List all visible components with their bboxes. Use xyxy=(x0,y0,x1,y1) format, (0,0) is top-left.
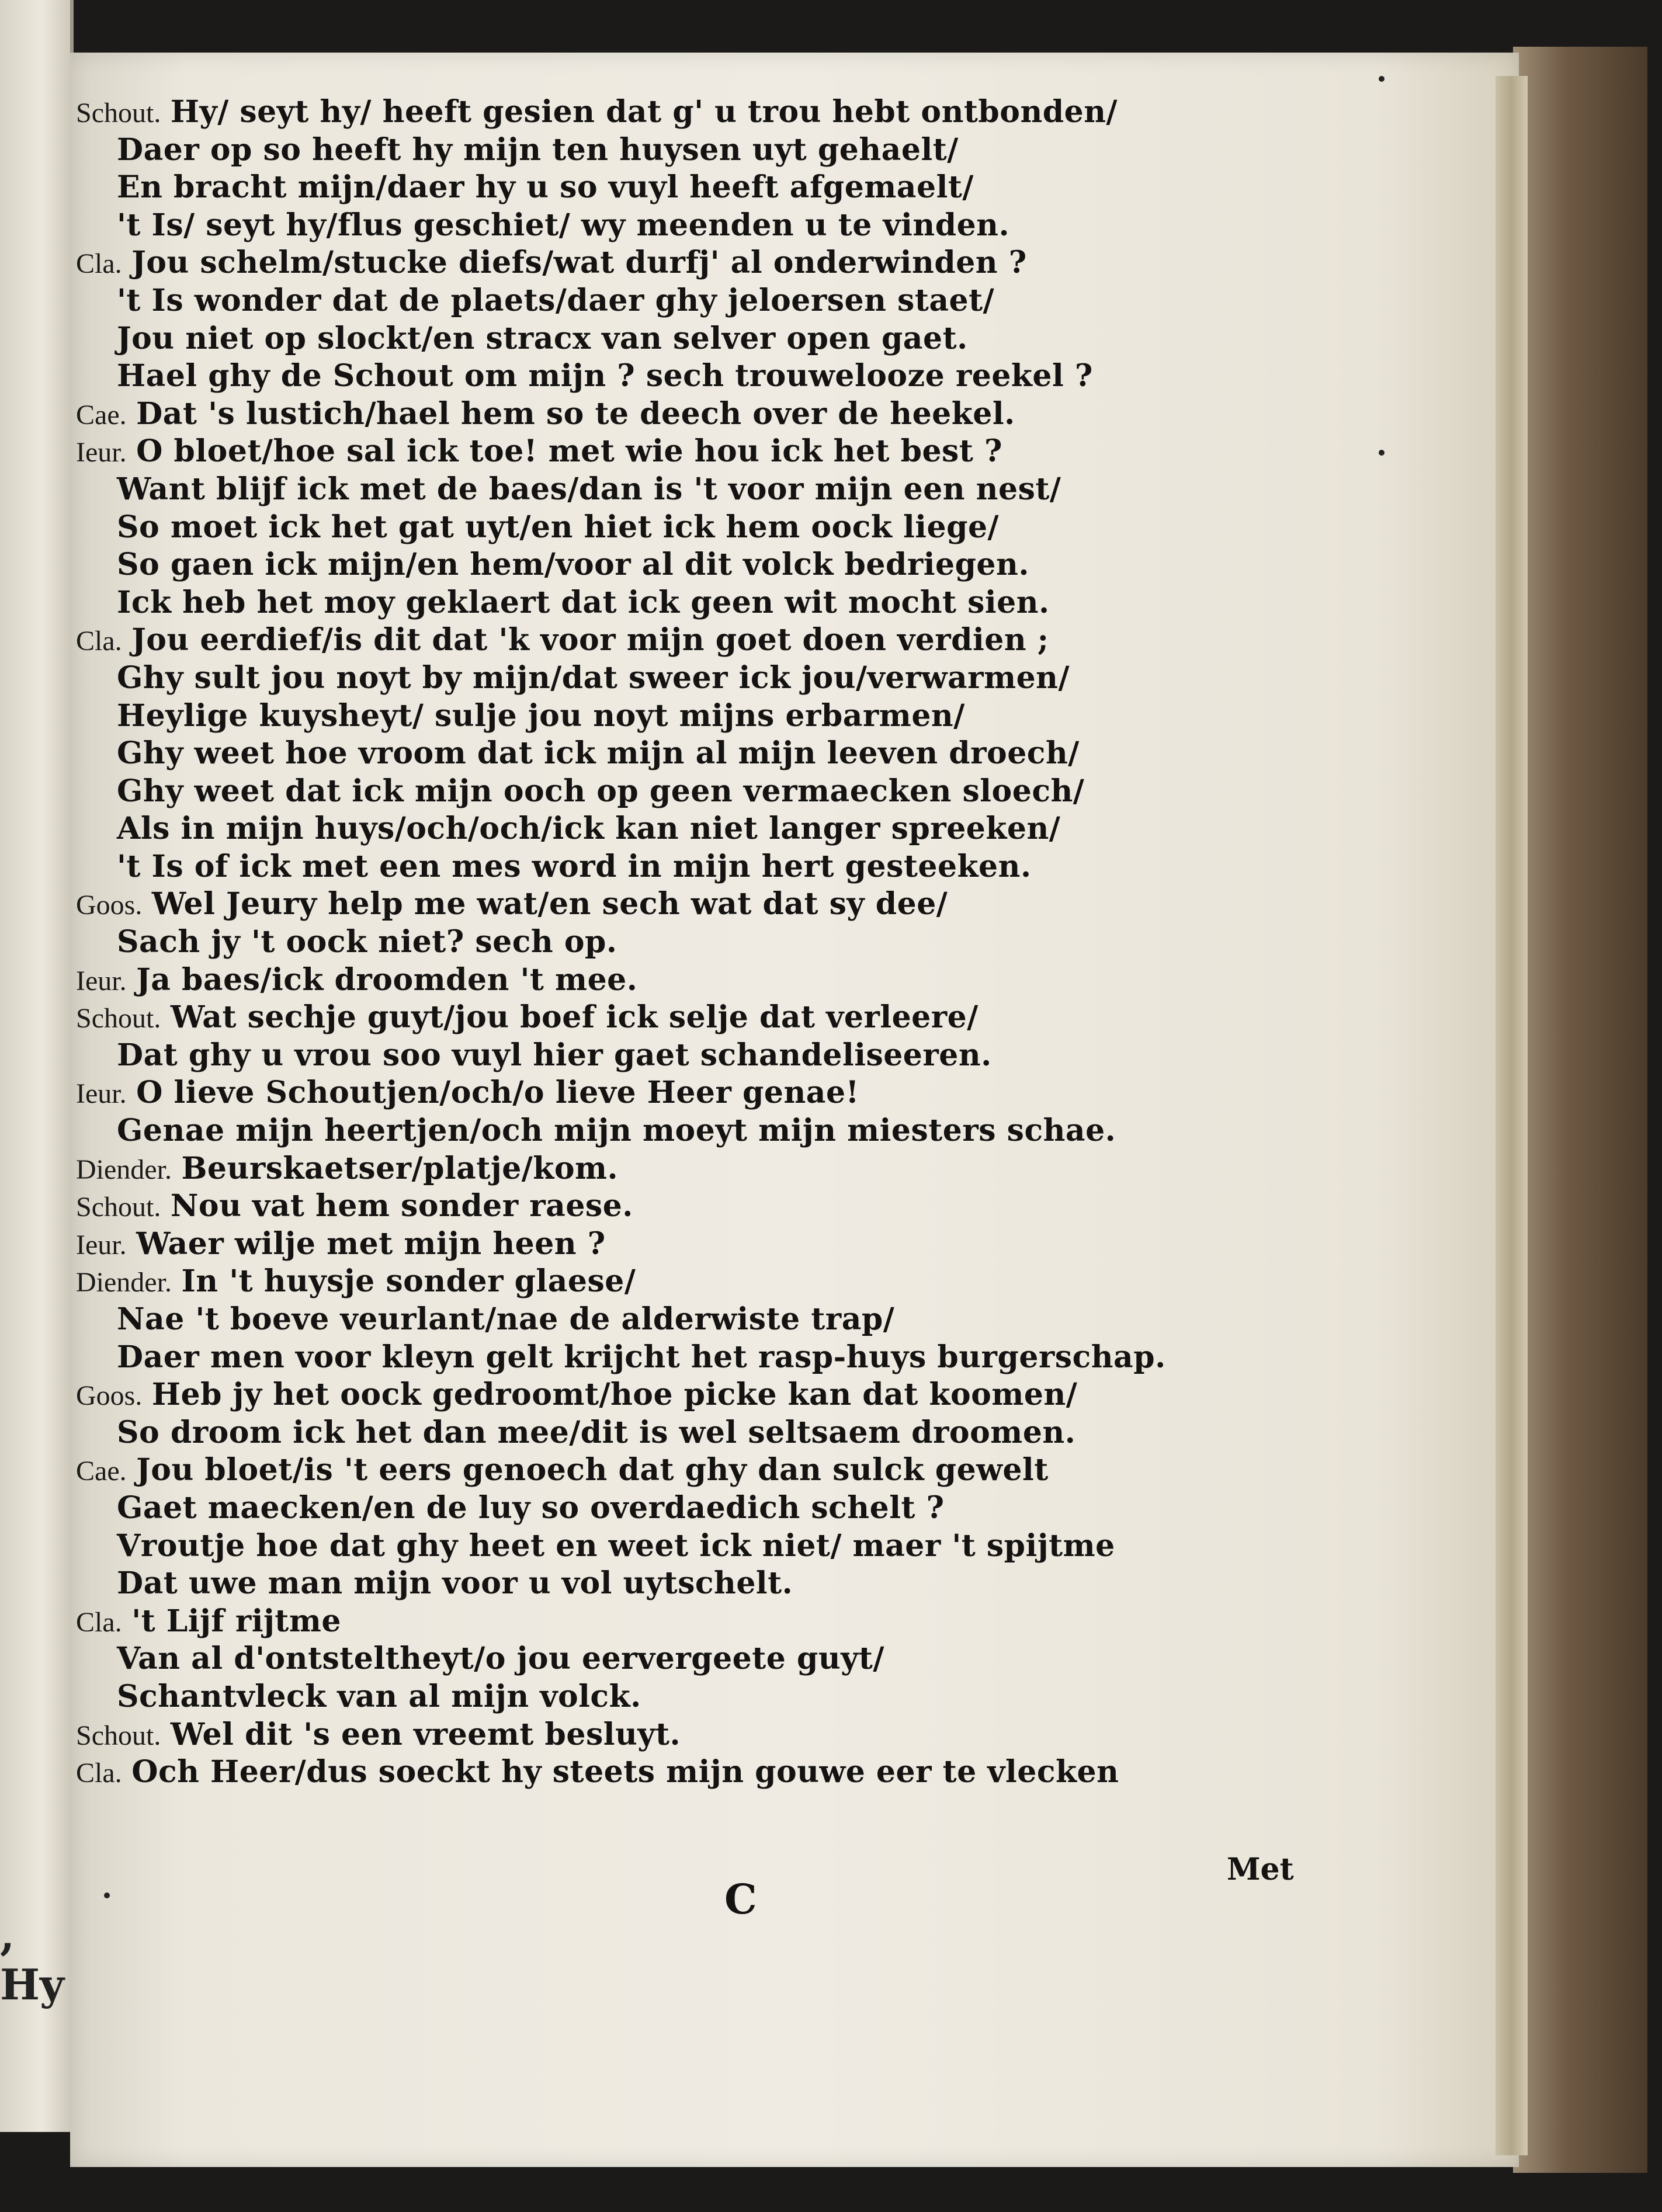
verse-line xyxy=(76,1527,1420,1565)
verse-line xyxy=(76,357,1420,395)
verse-line xyxy=(76,697,1420,735)
catchword: Met xyxy=(1227,1852,1294,1887)
verse-line xyxy=(76,886,1420,923)
verse-text: Waer wilje met mijn heen ? xyxy=(136,1225,606,1262)
verse-text: In 't huysje sonder glaese/ xyxy=(181,1263,636,1300)
verse-text: So gaen ick mijn/en hem/voor al dit volck bedriegen. xyxy=(117,547,1029,583)
verse-line xyxy=(76,735,1420,773)
verse-text: Gaet maecken/en de luy so overdaedich schelt ? xyxy=(117,1489,945,1526)
verse-text: 't Is/ seyt hy/flus geschiet/ wy meenden u te vinden. xyxy=(117,207,1010,243)
speaker-label: Cla. xyxy=(76,1758,122,1789)
speaker-label: Cla. xyxy=(76,248,122,280)
verse-text: Jou eerdief/is dit dat 'k voor mijn goet doen verdien ; xyxy=(131,622,1049,658)
verse-text: Van al d'ontsteltheyt/o jou eervergeete guyt/ xyxy=(117,1641,884,1677)
verse-line xyxy=(76,433,1420,471)
verse-line xyxy=(76,1640,1420,1678)
speaker-label: Goos. xyxy=(76,1380,143,1412)
speaker-label: Schout. xyxy=(76,98,161,129)
verse-line xyxy=(76,1150,1420,1188)
verse-text: Wel dit 's een vreemt besluyt. xyxy=(170,1716,681,1752)
verse-line xyxy=(76,546,1420,584)
speaker-label: Ieur. xyxy=(76,1229,127,1260)
speaker-label: Goos. xyxy=(76,890,143,921)
verse-line xyxy=(76,1451,1420,1489)
verse-line xyxy=(76,93,1420,131)
verse-line xyxy=(76,1603,1420,1641)
verse-text: Nae 't boeve veurlant/nae de alderwiste trap/ xyxy=(117,1301,895,1337)
verse-text: Heb jy het oock gedroomt/hoe picke kan dat koomen/ xyxy=(151,1377,1078,1413)
verse-line xyxy=(76,1414,1420,1452)
verse-line xyxy=(76,207,1420,245)
speaker-label: Diender. xyxy=(76,1267,172,1298)
verse-text: Genae mijn heertjen/och mijn moeyt mijn miesters schae. xyxy=(117,1113,1116,1149)
verse-line xyxy=(76,509,1420,547)
verse-line xyxy=(76,621,1420,659)
verse-text: O lieve Schoutjen/och/o lieve Heer genae! xyxy=(136,1075,859,1111)
verse-line xyxy=(76,1753,1420,1791)
verse-text: So moet ick het gat uyt/en hiet ick hem oock liege/ xyxy=(117,509,1000,545)
verse-text: Och Heer/dus soeckt hy steets mijn gouwe eer te vlecken xyxy=(131,1754,1119,1790)
verse-text: Dat uwe man mijn voor u vol uytschelt. xyxy=(117,1565,793,1602)
verse-text: Sach jy 't oock niet? sech op. xyxy=(117,924,617,960)
speaker-label: Diender. xyxy=(76,1154,172,1185)
verse-line xyxy=(76,1187,1420,1225)
speaker-label: Cla. xyxy=(76,1606,122,1638)
verse-text: Wel Jeury help me wat/en sech wat dat sy dee/ xyxy=(151,886,948,922)
verse-line xyxy=(76,1263,1420,1301)
verse-line xyxy=(76,1565,1420,1603)
verse-text: 't Is wonder dat de plaets/daer ghy jeloersen staet/ xyxy=(117,282,995,318)
verse-text: Nou vat hem sonder raese. xyxy=(170,1188,633,1224)
page-speck xyxy=(1379,450,1385,456)
page-speck xyxy=(1379,76,1385,82)
verse-text: Ghy sult jou noyt by mijn/dat sweer ick jou/verwarmen/ xyxy=(117,659,1070,696)
signature-mark: C xyxy=(724,1875,757,1923)
speaker-label: Schout. xyxy=(76,1003,161,1034)
page-edge xyxy=(1496,76,1528,2155)
verse-text: Heylige kuysheyt/ sulje jou noyt mijns erbarmen/ xyxy=(117,697,965,734)
speaker-label: Schout. xyxy=(76,1720,161,1751)
verse-text: Ghy weet hoe vroom dat ick mijn al mijn leeven droech/ xyxy=(117,735,1080,772)
speaker-label: Ieur. xyxy=(76,965,127,996)
book-cover xyxy=(1513,47,1647,2173)
verse-text: Jou schelm/stucke diefs/wat durfj' al onderwinden ? xyxy=(131,245,1027,281)
verse-line xyxy=(76,961,1420,999)
verse-text: Ghy weet dat ick mijn ooch op geen vermaecken sloech/ xyxy=(117,773,1085,809)
verse-text: Wat sechje guyt/jou boef ick selje dat verleere/ xyxy=(170,999,979,1036)
verse-line xyxy=(76,471,1420,509)
verse-text: Hael ghy de Schout om mijn ? sech trouwelooze reekel ? xyxy=(117,358,1093,394)
page-speck xyxy=(104,1892,110,1898)
speaker-label: Schout. xyxy=(76,1192,161,1223)
verse-line xyxy=(76,1716,1420,1754)
verse-line xyxy=(76,1489,1420,1527)
verse-text: En bracht mijn/daer hy u so vuyl heeft afgemaelt/ xyxy=(117,169,974,206)
verse-text: Jou niet op slockt/en stracx van selver open gaet. xyxy=(117,320,968,356)
verse-text: Jou bloet/is 't eers genoech dat ghy dan sulck gewelt xyxy=(136,1452,1049,1488)
verse-line xyxy=(76,810,1420,848)
verse-text: 't Lijf rijtme xyxy=(131,1603,341,1639)
verse-line xyxy=(76,1112,1420,1150)
verse-line xyxy=(76,848,1420,886)
verse-text: Daer op so heeft hy mijn ten huysen uyt gehaelt/ xyxy=(117,131,959,168)
verse-text: Daer men voor kleyn gelt krijcht het rasp-huys burgerschap. xyxy=(117,1339,1166,1375)
verse-line xyxy=(76,1339,1420,1377)
verse-text: Vroutje hoe dat ghy heet en weet ick niet/ maer 't spijtme xyxy=(117,1527,1115,1564)
verse-text: O bloet/hoe sal ick toe! met wie hou ick het best ? xyxy=(136,433,1002,470)
verse-line xyxy=(76,999,1420,1037)
verse-text: Beurskaetser/platje/kom. xyxy=(181,1150,619,1186)
verse-line xyxy=(76,282,1420,320)
verse-text: Ja baes/ick droomden 't mee. xyxy=(136,961,638,998)
verse-line xyxy=(76,923,1420,961)
speaker-label: Cae. xyxy=(76,399,127,430)
verse-line xyxy=(76,320,1420,358)
speaker-label: Cla. xyxy=(76,626,122,657)
verse-line xyxy=(76,1678,1420,1716)
verse-line xyxy=(76,1074,1420,1112)
verse-text: Hy/ seyt hy/ heeft gesien dat g' u trou hebt ontbonden/ xyxy=(170,94,1118,130)
verse-line xyxy=(76,1301,1420,1339)
verse-text: Ick heb het moy geklaert dat ick geen wit mocht sien. xyxy=(117,584,1050,620)
verse-line xyxy=(76,131,1420,169)
verse-text: Schantvleck van al mijn volck. xyxy=(117,1678,641,1714)
verse-line xyxy=(76,395,1420,433)
verse-line xyxy=(76,1037,1420,1075)
verse-line xyxy=(76,773,1420,811)
verse-line xyxy=(76,1225,1420,1263)
verse-line xyxy=(76,584,1420,622)
verse-line xyxy=(76,169,1420,207)
verse-text: Dat ghy u vrou soo vuyl hier gaet schandeliseeren. xyxy=(117,1037,992,1073)
verse-text: Als in mijn huys/och/och/ick kan niet langer spreeken/ xyxy=(117,811,1061,847)
verse-line xyxy=(76,244,1420,282)
verse-line xyxy=(76,659,1420,697)
left-page-edge xyxy=(0,0,74,2132)
speaker-label: Ieur. xyxy=(76,437,127,468)
verse-text: Dat 's lustich/hael hem so te deech over de heekel. xyxy=(136,395,1015,432)
verse-text: Want blijf ick met de baes/dan is 't voor mijn een nest/ xyxy=(117,471,1061,507)
speaker-label: Ieur. xyxy=(76,1078,127,1110)
verse-text: 't Is of ick met een mes word in mijn hert gesteeken. xyxy=(117,848,1032,884)
speaker-label: Cae. xyxy=(76,1456,127,1487)
left-page-fragment: , Hy xyxy=(0,1910,64,2009)
verse-line xyxy=(76,1376,1420,1414)
verse-text: So droom ick het dan mee/dit is wel seltsaem droomen. xyxy=(117,1414,1076,1450)
play-text xyxy=(76,93,1420,1791)
